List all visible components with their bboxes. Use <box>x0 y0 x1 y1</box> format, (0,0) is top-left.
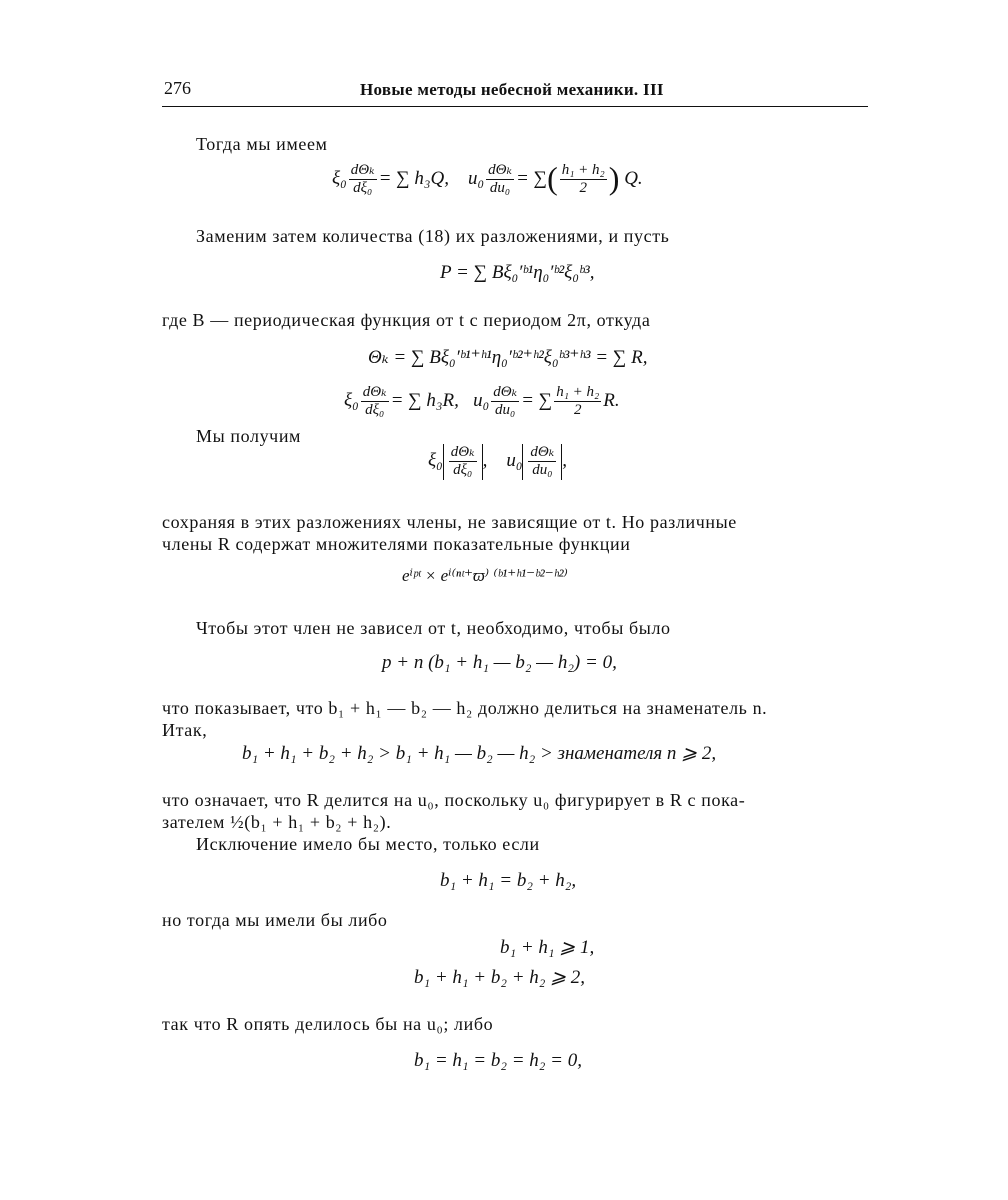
eq4b-inner-fraction <box>554 384 601 420</box>
paragraph-1: Тогда мы имеем <box>196 134 328 154</box>
eq5a-bracket <box>443 444 483 480</box>
paragraph-5a: сохраняя в этих разложениях члены, не зависящие от t. Но различные <box>162 512 737 532</box>
eq4b-denominator: du₀ <box>495 402 516 419</box>
paragraph-10: но тогда мы имели бы либо <box>162 910 388 930</box>
equation-4 <box>344 384 620 420</box>
paragraph-7a: что показывает, что b₁ + h₁ — b₂ — h₂ должно делиться на знаменатель n. <box>162 698 768 718</box>
eq1a-rhs: = ∑ h₃Q, <box>378 168 450 190</box>
eq1b-fraction <box>486 162 514 198</box>
eq5-end: , <box>562 450 567 472</box>
eq4a-fraction <box>361 384 389 420</box>
eq1a-denominator: dξ₀ <box>353 180 373 197</box>
eq4b-inner-numerator: h₁ + h₂ <box>554 384 601 402</box>
page-number: 276 <box>164 78 191 98</box>
eq5a-denominator: dξ₀ <box>453 462 473 479</box>
equation-11: b₁ = h₁ = b₂ = h₂ = 0, <box>414 1050 582 1071</box>
equation-7: p + n (b₁ + h₁ — b₂ — h₂) = 0, <box>382 652 617 673</box>
eq1b-suffix: Q. <box>624 168 643 190</box>
eq5a-numerator: dΘₖ <box>449 444 477 462</box>
eq4b-prefix: u₀ <box>473 390 490 412</box>
header-rule <box>162 106 868 107</box>
equation-9: b₁ + h₁ = b₂ + h₂, <box>440 870 577 891</box>
eq1a-numerator: dΘₖ <box>349 162 377 180</box>
paragraph-8a: что означает, что R делится на u₀, поскольку u₀ фигурирует в R с пока- <box>162 790 746 810</box>
eq4a-numerator: dΘₖ <box>361 384 389 402</box>
eq1b-sum: = ∑ <box>515 168 548 190</box>
paragraph-5b: члены R содержат множителями показательные функции <box>162 534 631 554</box>
paragraph-4: Мы получим <box>196 426 302 446</box>
equation-2: P = ∑ Bξ₀′ᵇ¹η₀′ᵇ²ξ₀ᵇ³, <box>440 262 595 283</box>
eq5-separator: , <box>482 450 488 472</box>
eq4b-inner-denominator: 2 <box>573 402 582 419</box>
eq1b-prefix: u₀ <box>468 168 485 190</box>
eq1b-numerator: dΘₖ <box>486 162 514 180</box>
eq4b-sum: = ∑ <box>521 390 553 412</box>
eq4a-prefix: ξ₀ <box>344 390 359 412</box>
eq5a-fraction <box>449 444 477 480</box>
eq5b-prefix: u₀ <box>506 450 523 472</box>
equation-10a: b₁ + h₁ ⩾ 1, <box>500 937 595 958</box>
eq4b-suffix: R. <box>603 390 620 412</box>
paragraph-6: Чтобы этот член не зависел от t, необходимо, чтобы было <box>196 618 671 638</box>
eq5b-fraction <box>528 444 556 480</box>
eq5b-bracket <box>522 444 562 480</box>
eq1b-denominator: du₀ <box>489 180 511 197</box>
equation-6: eⁱᵖᵗ × eⁱ⁽ⁿᵗ⁺ϖ⁾ ⁽ᵇ¹⁺ʰ¹⁻ᵇ²⁻ʰ²⁾ <box>402 566 568 585</box>
equation-1: ξ₀ $\frac{\text{dΘₖ}}{\text{dξ₀}}$ = ∑ h₃Q, u₀ $\frac{\text{dΘₖ}}{\text{du₀}}$ = ∑( $\frac{\text{h₁ + h₂}}{2}$ ) Q. <box>332 160 643 197</box>
eq5b-numerator: dΘₖ <box>528 444 556 462</box>
equation-10b: b₁ + h₁ + b₂ + h₂ ⩾ 2, <box>414 967 586 988</box>
equation-5 <box>428 444 567 480</box>
paragraph-3: где B — периодическая функция от t с периодом 2π, откуда <box>162 310 651 330</box>
paragraph-11: так что R опять делилось бы на u₀; либо <box>162 1014 494 1034</box>
eq1a-prefix: ξ₀ <box>332 168 347 190</box>
eq4b-fraction <box>491 384 519 420</box>
equation-3: Θₖ = ∑ Bξ₀′ᵇ¹⁺ʰ¹η₀′ᵇ²⁺ʰ²ξ₀ᵇ³⁺ʰ³ = ∑ R, <box>368 347 648 368</box>
paragraph-8b: зателем ½(b₁ + h₁ + b₂ + h₂). <box>162 812 392 832</box>
equation-8: b₁ + h₁ + b₂ + h₂ > b₁ + h₁ — b₂ — h₂ > знаменателя n ⩾ 2, <box>242 743 717 764</box>
eq4b-numerator: dΘₖ <box>491 384 519 402</box>
eq5a-prefix: ξ₀ <box>428 450 443 472</box>
paragraph-9: Исключение имело бы место, только если <box>196 834 540 854</box>
running-title: Новые методы небесной механики. III <box>360 80 664 99</box>
eq1b-inner-numerator: h₁ + h₂ <box>560 162 607 180</box>
eq4a-rhs: = ∑ h₃R, <box>390 390 459 412</box>
eq1a-fraction <box>349 162 377 198</box>
eq1b-inner-denominator: 2 <box>579 180 587 197</box>
paragraph-2: Заменим затем количества (18) их разложениями, и пусть <box>196 226 670 246</box>
eq1b-inner-fraction <box>560 162 607 198</box>
eq4a-denominator: dξ₀ <box>365 402 385 419</box>
paragraph-7b: Итак, <box>162 720 208 740</box>
eq5b-denominator: du₀ <box>532 462 553 479</box>
